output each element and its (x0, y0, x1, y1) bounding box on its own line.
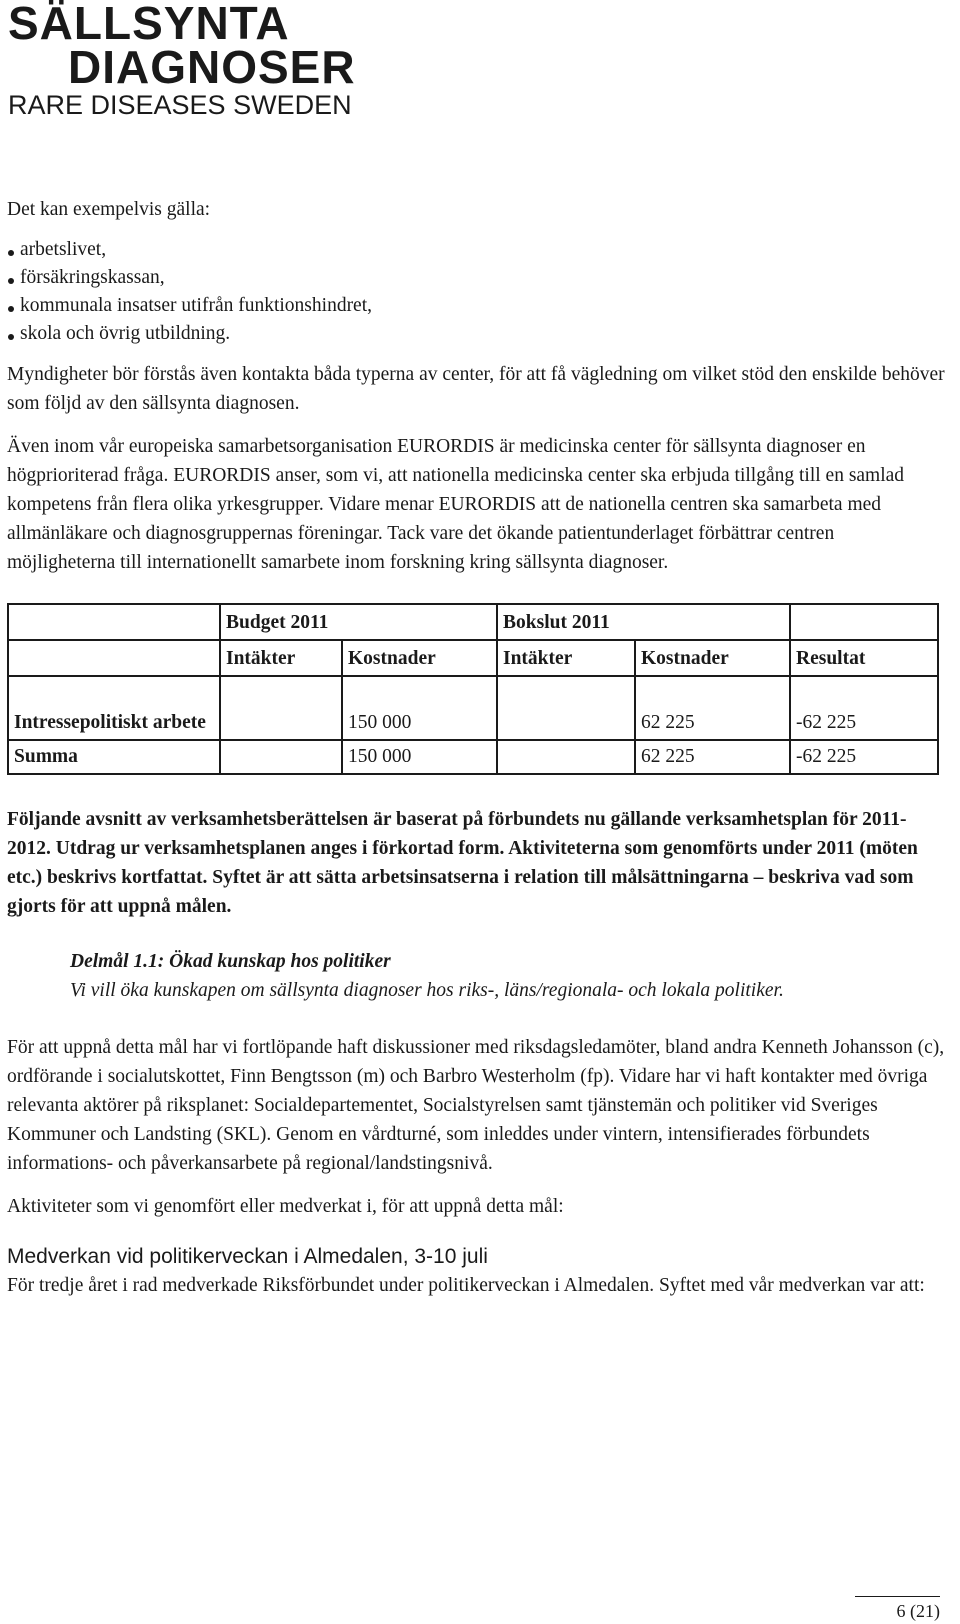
list-item: kommunala insatser utifrån funktionshindret, (7, 292, 947, 320)
bold-intro-paragraph: Följande avsnitt av verksamhetsberättelsen är baserat på förbundets nu gällande verksamhetsplan för 2011-2012. Utdrag ur verksamhetsplanen anges i förkortad form. Aktiviteterna som genomförts under 2011 (möten etc.) beskrivs kortfattat. Syftet är att sätta arbetsinsatserna i relation till målsättningarna – beskriva vad som gjorts för att uppnå målen. (7, 809, 918, 917)
table-empty-cell (790, 604, 938, 640)
table-header: Resultat (790, 640, 938, 676)
table-row (8, 740, 938, 774)
footer-rule (855, 1596, 940, 1597)
goal-text: Vi vill öka kunskapen om sällsynta diagnoser hos riks-, läns/regionala- och lokala politiker. (70, 980, 784, 1001)
table-cell (497, 740, 635, 774)
table-cell: 62 225 (635, 740, 790, 774)
goal-title: Delmål 1.1: Ökad kunskap hos politiker (70, 951, 391, 972)
paragraph-eurordis: Även inom vår europeiska samarbetsorganisation EURORDIS är medicinska center för sällsynta diagnoser en högprioriterad fråga. EURORDIS anser, som vi, att nationella medicinska center ska erbjuda tillgång till en samlad kompetens från flera olika yrkesgrupper. Vidare menar EURORDIS att de nationella centren ska samarbeta med allmänläkare och diagnosgruppernas föreningar. Tack vare det ökande patientunderlaget förbättrar centren möjligheterna till internationellt samarbete inom forskning kring sällsynta diagnoser. (7, 436, 905, 573)
logo-line-3: RARE DISEASES SWEDEN (8, 90, 352, 120)
organization-logo (8, 0, 356, 119)
table-cell: 62 225 (635, 676, 790, 740)
list-item: arbetslivet, (7, 236, 947, 264)
table-cell: -62 225 (790, 676, 938, 740)
table-header: Intäkter (497, 640, 635, 676)
table-corner (8, 604, 220, 640)
table-cell (220, 740, 342, 774)
table-cell: -62 225 (790, 740, 938, 774)
table-cell: 150 000 (342, 676, 497, 740)
document-body (7, 195, 947, 1300)
page-number: 6 (21) (896, 1601, 940, 1621)
paragraph-myndigheter: Myndigheter bör förstås även kontakta båda typerna av center, för att få vägledning om vilket stöd den enskilde behöver som följd av den sällsynta diagnosen. (7, 364, 945, 414)
goal-block (70, 947, 947, 1005)
table-row-label: Intressepolitiskt arbete (8, 676, 220, 740)
intro-text: Det kan exempelvis gälla: (7, 199, 211, 220)
table-header: Kostnader (342, 640, 497, 676)
logo-line-1: SÄLLSYNTA (8, 0, 290, 49)
table-group-bokslut: Bokslut 2011 (497, 604, 790, 640)
table-header: Kostnader (635, 640, 790, 676)
table-cell: 150 000 (342, 740, 497, 774)
paragraph-contacts: För att uppnå detta mål har vi fortlöpande haft diskussioner med riksdagsledamöter, bland andra Kenneth Johansson (c), ordförande i socialutskottet, Finn Bengtsson (m) och Barbro Westerholm (fp). Vidare har vi haft kontakter med övriga relevanta aktörer på riksplanet: Socialdepartementet, Socialstyrelsen samt tjänstemän och politiker vid Sveriges Kommuner och Landsting (SKL). Genom en vårdturné, som inleddes under vintern, intensifierades förbundets informations- och påverkansarbete på regional/landstingsnivå. (7, 1037, 945, 1174)
paragraph-activities: Aktiviteter som vi genomfört eller medverkat i, för att uppnå detta mål: (7, 1196, 564, 1217)
table-cell (220, 676, 342, 740)
table-cell (497, 676, 635, 740)
table-group-budget: Budget 2011 (220, 604, 497, 640)
list-item: skola och övrig utbildning. (7, 320, 947, 348)
paragraph-almedalen: För tredje året i rad medverkade Riksförbundet under politikerveckan i Almedalen. Syftet med vår medverkan var att: (7, 1275, 925, 1296)
table-empty-cell (8, 640, 220, 676)
list-item: försäkringskassan, (7, 264, 947, 292)
bullet-list (7, 236, 947, 348)
budget-table (7, 603, 939, 775)
table-row-label: Summa (8, 740, 220, 774)
logo-line-2: DIAGNOSER (68, 41, 356, 93)
table-header: Intäkter (220, 640, 342, 676)
section-heading: Medverkan vid politikerveckan i Almedalen, 3-10 juli (7, 1245, 488, 1268)
table-row (8, 676, 938, 740)
